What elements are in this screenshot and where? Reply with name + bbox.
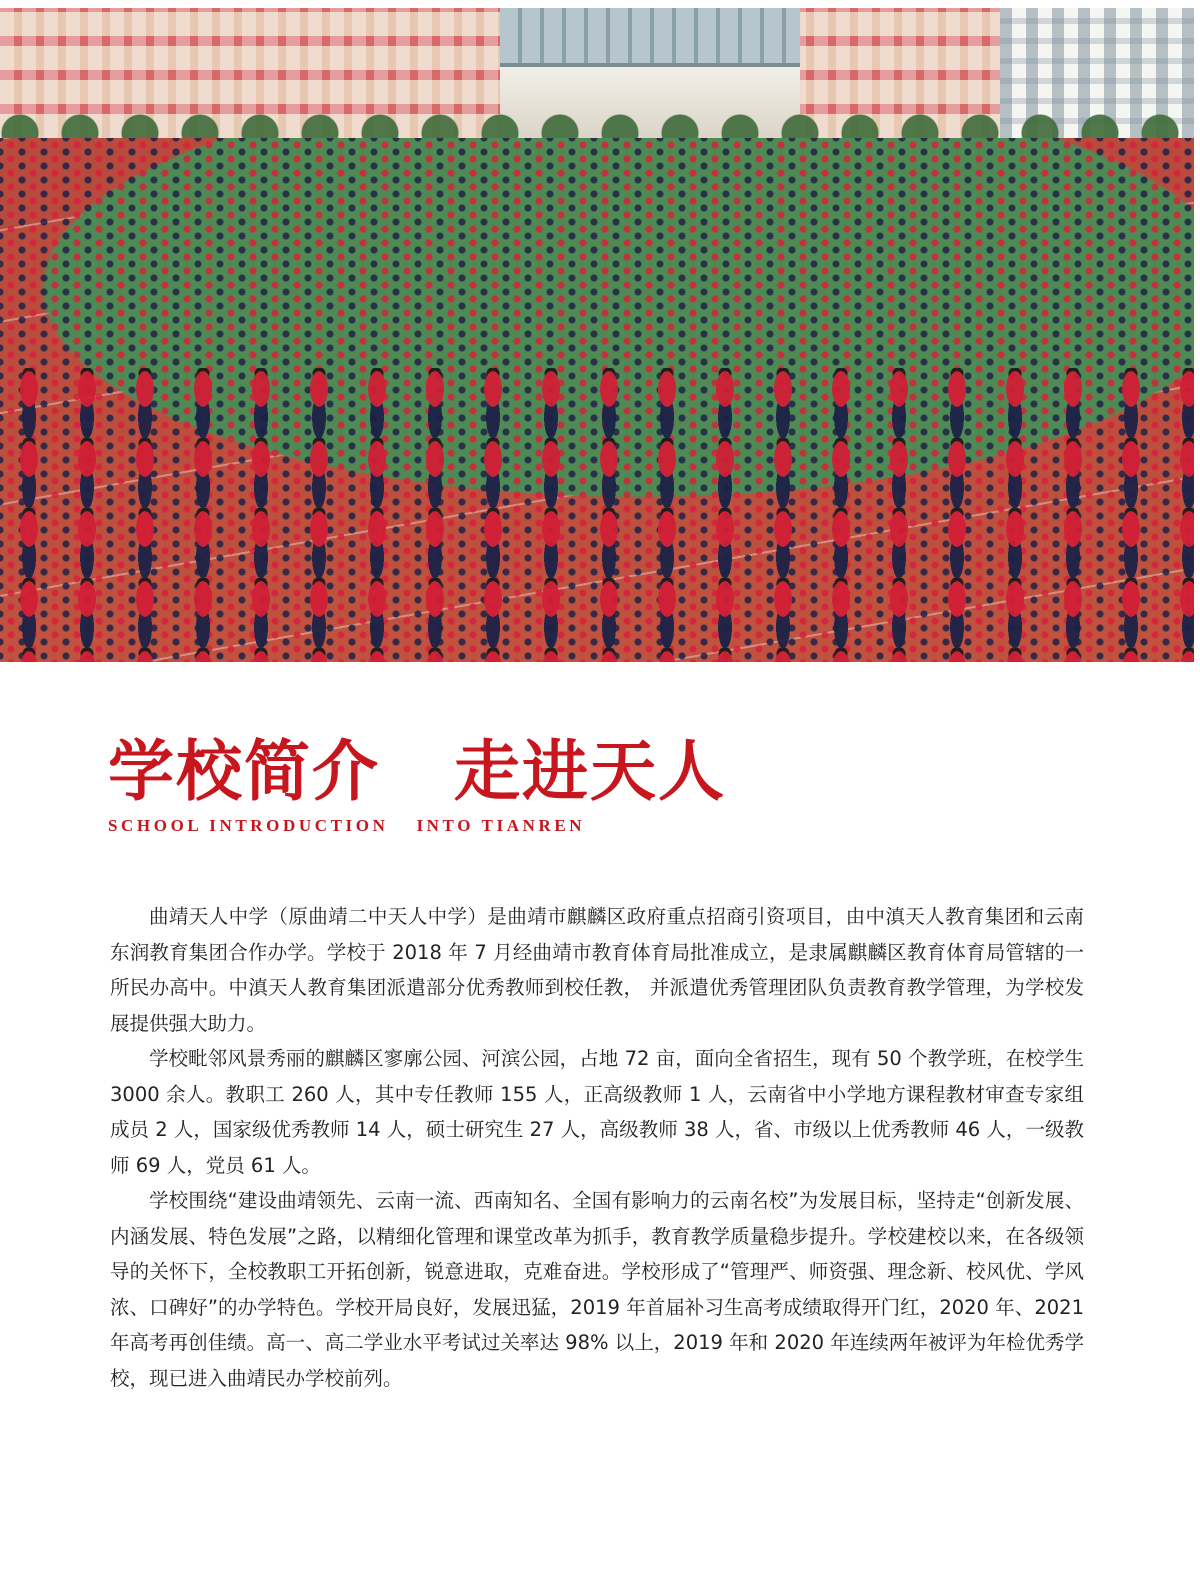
intro-text [110,899,1084,1396]
hero-photo [0,8,1194,662]
intro-paragraph: 曲靖天人中学（原曲靖二中天人中学）是曲靖市麒麟区政府重点招商引资项目，由中滇天人教育集团和云南东润教育集团合作办学。学校于 2018 年 7 月经曲靖市教育体育局批准成立，是隶属麒麟区教育体育局管辖的一所民办高中。中滇天人教育集团派遣部分优秀教师到校任教， 并派遣优秀管理团队负责教育教学管理，为学校发展提供强大助力。 [110,905,1084,1035]
heading-title-en [108,816,808,836]
heading-title-cn [108,728,808,814]
heading-title-en-into-tianren: INTO TIANREN [416,816,586,835]
heading-title-cn-school-intro: 学校简介 [108,732,380,810]
heading-title-cn-into-tianren: 走进天人 [454,732,726,810]
intro-paragraph: 学校围绕“建设曲靖领先、云南一流、西南知名、全国有影响力的云南名校”为发展目标，坚持走“创新发展、内涵发展、特色发展”之路，以精细化管理和课堂改革为抓手，教育教学质量稳步提升。学校建校以来，在各级领导的关怀下，全校教职工开拓创新，锐意进取，克难奋进。学校形成了“管理严、师资强、理念新、校风优、学风浓、口碑好”的办学特色。学校开局良好，发展迅猛，2019 年首届补习生高考成绩取得开门红，2020 年、2021 年高考再创佳绩。高一、高二学业水平考试过关率达 98% 以上，2019 年和 2020 年连续两年被评为年检优秀学校，现已进入曲靖民办学校前列。 [110,1189,1084,1390]
hero-student-crowd-foreground [0,368,1194,662]
section-heading [108,728,808,836]
heading-title-en-school-intro: SCHOOL INTRODUCTION [108,816,389,835]
intro-paragraph: 学校毗邻风景秀丽的麒麟区寥廓公园、河滨公园，占地 72 亩，面向全省招生，现有 50 个教学班，在校学生 3000 余人。教职工 260 人，其中专任教师 155 人，正高级教师 1 人，云南省中小学地方课程教材审查专家组成员 2 人，国家级优秀教师 14 人，硕士研究生 27 人，高级教师 38 人，省、市级以上优秀教师 46 人，一级教师 69 人，党员 61 人。 [110,1047,1084,1177]
